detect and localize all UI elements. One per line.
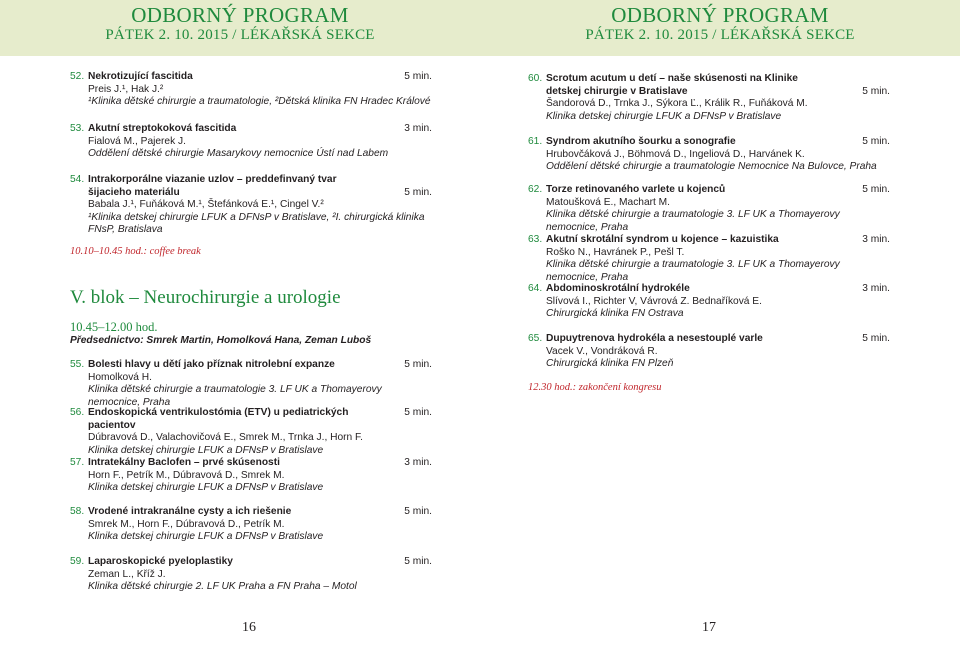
entry-institution: ¹Klinika detskej chirurgie LFUK a DFNsP v Bratislave, ²I. chirurgická klinika FNsP, Bratislava [88, 211, 425, 236]
entry-authors: Preis J.¹, Hak J.² [88, 83, 164, 95]
entry-title: Endoskopická ventrikulostómia (ETV) u pediatrických pacientov [88, 407, 349, 431]
program-entry-65 [528, 333, 890, 371]
entry-institution: Klinika dětské chirurgie a traumatologie 3. LF UK a Thomayerovy nemocnice, Praha [546, 209, 840, 233]
program-entry-54 [70, 174, 432, 237]
entry-authors: Šandorová D., Trnka J., Sýkora Ľ., Králik R., Fuňáková M. [546, 98, 808, 110]
entry-institution: Chirurgická klinika FN Plzeň [546, 358, 674, 370]
program-entry-57 [70, 457, 432, 495]
entry-title: Nekrotizující fascitida [88, 71, 193, 82]
entry-title: Akutní skrotální syndrom u kojence – kazuistika [546, 234, 779, 245]
entry-title: Dupuytrenova hydrokéla a nesestouplé varle [546, 333, 763, 344]
entry-number: 61. [528, 136, 543, 147]
program-entry-56 [70, 407, 432, 457]
entry-duration: 5 min. [404, 359, 432, 370]
entry-duration: 5 min. [862, 333, 890, 344]
header-title: ODBORNÝ PROGRAM [611, 3, 829, 27]
entry-number: 65. [528, 333, 543, 344]
entry-number: 52. [70, 71, 85, 82]
entry-duration: 3 min. [862, 283, 890, 294]
entry-number: 57. [70, 457, 85, 468]
entry-title: Abdominoskrotální hydrokéle [546, 283, 690, 294]
program-entry-52 [70, 71, 432, 109]
congress-closing: 12.30 hod.: zakončení kongresu [528, 382, 662, 393]
program-entry-58 [70, 506, 432, 544]
entry-institution: Klinika dětské chirurgie 2. LF UK Praha a FN Praha – Motol [88, 581, 357, 593]
right-page-header [480, 0, 960, 56]
entry-number: 58. [70, 506, 85, 517]
entry-number: 64. [528, 283, 543, 294]
block-time: 10.45–12.00 hod. [70, 320, 158, 334]
entry-duration: 5 min. [862, 85, 890, 97]
right-page [480, 0, 960, 659]
program-entry-60 [528, 73, 890, 123]
header-subtitle: PÁTEK 2. 10. 2015 / LÉKAŘSKÁ SEKCE [585, 27, 855, 43]
entry-duration: 5 min. [404, 556, 432, 567]
chairmanship: Předsednictvo: Smrek Martin, Homolková Hana, Zeman Luboš [70, 335, 372, 346]
entry-duration: 5 min. [404, 71, 432, 82]
entry-title: Vrodené intrakranálne cysty a ich riešenie [88, 506, 292, 517]
block-title: V. blok – Neurochirurgie a urologie [70, 287, 341, 308]
entry-authors: Smrek M., Horn F., Dúbravová D., Petrík M. [88, 518, 285, 530]
page-number: 16 [242, 620, 256, 635]
entry-authors: Babala J.¹, Fuňáková M.¹, Štefánková E.¹, Cingel V.² [88, 199, 324, 211]
left-page-header [0, 0, 480, 56]
entry-duration: 5 min. [862, 184, 890, 195]
entry-number: 63. [528, 234, 543, 245]
header-subtitle: PÁTEK 2. 10. 2015 / LÉKAŘSKÁ SEKCE [105, 27, 375, 43]
page-number: 17 [702, 620, 716, 635]
entry-title: Laparoskopické pyeloplastiky [88, 556, 233, 567]
entry-institution: Chirurgická klinika FN Ostrava [546, 308, 684, 320]
entry-authors: Slívová I., Richter V, Vávrová Z. Bednaříková E. [546, 295, 762, 307]
entry-number: 53. [70, 123, 85, 134]
entry-authors: Homolková H. [88, 371, 152, 383]
program-entry-63 [528, 234, 890, 284]
entry-institution: ¹Klinika dětské chirurgie a traumatologie, ²Dětská klinika FN Hradec Králové [88, 96, 431, 108]
entry-authors: Fialová M., Pajerek J. [88, 135, 186, 147]
program-entry-59 [70, 556, 432, 594]
entry-number: 54. [70, 174, 85, 185]
entry-duration: 5 min. [862, 136, 890, 147]
program-entry-55 [70, 359, 432, 409]
entry-authors: Zeman L., Kříž J. [88, 568, 166, 580]
entry-number: 56. [70, 407, 85, 418]
entry-number: 62. [528, 184, 543, 195]
entry-authors: Dúbravová D., Valachovičová E., Smrek M., Trnka J., Horn F. [88, 432, 363, 444]
program-entry-64 [528, 283, 890, 321]
entry-title: Bolesti hlavy u dětí jako příznak nitrolební expanze [88, 359, 335, 370]
coffee-break: 10.10–10.45 hod.: coffee break [70, 246, 201, 257]
entry-institution: Klinika detskej chirurgie LFUK a DFNsP v Bratislave [88, 482, 324, 494]
entry-duration: 5 min. [404, 407, 432, 418]
entry-title: Scrotum acutum u detí – naše skúsenosti na Klinike detskej chirurgie v Bratislave [546, 73, 798, 97]
entry-institution: Klinika detskej chirurgie LFUK a DFNsP v Bratislave [546, 110, 782, 122]
entry-duration: 3 min. [404, 457, 432, 468]
entry-institution: Klinika dětské chirurgie a traumatologie 3. LF UK a Thomayerovy nemocnice, Praha [546, 259, 840, 283]
entry-duration: 3 min. [404, 123, 432, 134]
entry-authors: Hrubovčáková J., Böhmová D., Ingeliová D., Harvánek K. [546, 148, 805, 160]
program-entry-61 [528, 136, 890, 174]
entry-title: Torze retinovaného varlete u kojenců [546, 184, 726, 195]
entry-number: 55. [70, 359, 85, 370]
header-title: ODBORNÝ PROGRAM [131, 3, 349, 27]
entry-authors: Matoušková E., Machart M. [546, 196, 670, 208]
entry-duration: 3 min. [862, 234, 890, 245]
entry-duration: 5 min. [404, 506, 432, 517]
entry-number: 60. [528, 73, 543, 84]
entry-title: Intrakorporálne viazanie uzlov – preddefinvaný tvar šijacieho materiálu [88, 174, 337, 198]
entry-authors: Horn F., Petrík M., Dúbravová D., Smrek M. [88, 469, 285, 481]
entry-institution: Klinika dětské chirurgie a traumatologie 3. LF UK a Thomayerovy nemocnice, Praha [88, 384, 382, 408]
entry-duration: 5 min. [404, 186, 432, 198]
entry-institution: Oddělení dětské chirurgie Masarykovy nemocnice Ústí nad Labem [88, 148, 389, 160]
entry-institution: Klinika detskej chirurgie LFUK a DFNsP v Bratislave [88, 531, 324, 543]
entry-title: Syndrom akutního šourku a sonografie [546, 136, 736, 147]
entry-institution: Klinika detskej chirurgie LFUK a DFNsP v Bratislave [88, 444, 324, 456]
entry-number: 59. [70, 556, 85, 567]
entry-institution: Oddělení dětské chirurgie a traumatologie Nemocnice Na Bulovce, Praha [546, 161, 877, 173]
entry-authors: Vacek V., Vondráková R. [546, 345, 658, 357]
entry-title: Akutní streptokoková fascitida [88, 123, 237, 134]
program-entry-53 [70, 123, 432, 161]
program-entry-62 [528, 184, 890, 234]
entry-authors: Roško N., Havránek P., Pešl T. [546, 246, 685, 258]
entry-title: Intratekálny Baclofen – prvé skúsenosti [88, 457, 280, 468]
